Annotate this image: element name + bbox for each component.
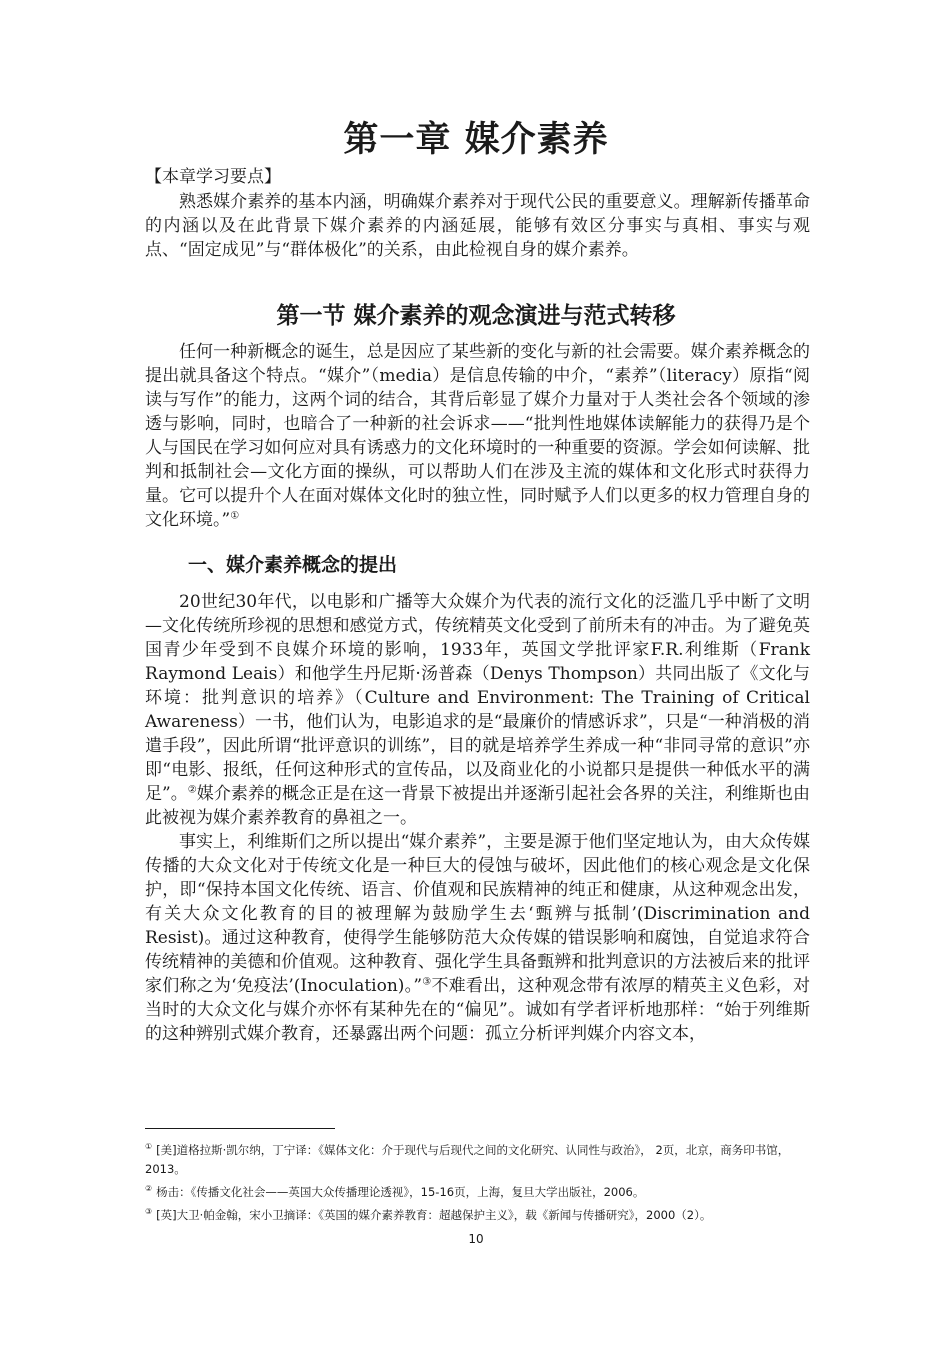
footnote-2 [145, 1179, 813, 1202]
footnotes [145, 1137, 813, 1224]
footnote-1 [145, 1137, 813, 1179]
footnote-3 [145, 1202, 813, 1225]
footnote-2-mark: ② [145, 1183, 153, 1193]
key-points-label: 【本章学习要点】 [145, 167, 281, 187]
footnote-1-text: [美]道格拉斯·凯尔纳，丁宁译：《媒体文化：介于现代与后现代之间的文化研究、认同性与政治》， 2页，北京，商务印书馆，2013。 [145, 1142, 790, 1176]
page-number: 10 [468, 1232, 484, 1246]
footnote-3-mark: ③ [145, 1206, 153, 1216]
footnote-3-text: [英]大卫·帕金翰，宋小卫摘译：《英国的媒介素养教育：超越保护主义》，载《新闻与传播研究》，2000（2）。 [156, 1207, 712, 1222]
key-points-block [145, 190, 810, 262]
footnote-2-text: 杨击：《传播文化社会——英国大众传播理论透视》，15-16页，上海，复旦大学出版社，2006。 [156, 1184, 645, 1199]
footnote-ref-3: ③ [422, 976, 432, 988]
paragraph-2-text-b: 不难看出，这种观念带有浓厚的精英主义色彩，对当时的大众文化与媒介亦怀有某种先在的“偏见”。诚如有学者评析地那样：“始于列维斯的这种辨别式媒介教育，还暴露出两个问题：孤立分析评判媒介内容文本， [145, 976, 811, 1044]
paragraph-2 [145, 830, 810, 1046]
section-intro-text: 任何一种新概念的诞生，总是因应了某些新的变化与新的社会需要。媒介素养概念的提出就具备这个特点。“媒介”（media）是信息传输的中介，“素养”（literacy）原指“阅读与写作”的能力，这两个词的结合，其背后彰显了媒介力量对于人类社会各个领域的渗透与影响，同时，也暗合了一种新的社会诉求——“批判性地媒体读解能力的获得乃是个人与国民在学习如何应对具有诱惑力的文化环境时的一种重要的资源。学会如何读解、批判和抵制社会—文化方面的操纵，可以帮助人们在涉及主流的媒体和文化形式时获得力量。它可以提升个人在面对媒体文化时的独立性，同时赋予人们以更多的权力管理自身的文化环境。” [145, 342, 810, 530]
main-text-block [145, 590, 810, 1046]
paragraph-1 [145, 590, 810, 830]
footnote-separator [145, 1128, 335, 1129]
section-intro-block [145, 340, 810, 532]
footnote-ref-1: ① [230, 510, 240, 522]
section-intro-paragraph [145, 340, 810, 532]
paragraph-1-text-a: 20世纪30年代，以电影和广播等大众媒介为代表的流行文化的泛滥几乎中断了文明—文化传统所珍视的思想和感觉方式，传统精英文化受到了前所未有的冲击。为了避免英国青少年受到不良媒介环境的影响，1933年，英国文学批评家F.R.利维斯（Frank Raymond Leais）和他学生丹尼斯·汤普森（Denys Thompson）共同出版了《文化与环境：批判意识的培养》（Culture and Environment: The Training of Critical Awareness）一书，他们认为，电影追求的是“最廉价的情感诉求”，只是“一种消极的消遣手段”，因此所谓“批评意识的训练”，目的就是培养学生养成一种“非同寻常的意识”亦即“电影、报纸，任何这种形式的宣传品，以及商业化的小说都只是提供一种低水平的满足”。 [145, 592, 810, 804]
subsection-title: 一、媒介素养概念的提出 [188, 554, 398, 576]
paragraph-1-text-b: 媒介素养的概念正是在这一背景下被提出并逐渐引起社会各界的关注，利维斯也由此被视为媒介素养教育的鼻祖之一。 [145, 784, 810, 828]
paragraph-2-text-a: 事实上，利维斯们之所以提出“媒介素养”，主要是源于他们坚定地认为，由大众传媒传播的大众文化对于传统文化是一种巨大的侵蚀与破坏，因此他们的核心观念是文化保护，即“保持本国文化传统、语言、价值观和民族精神的纯正和健康，从这种观念出发，有关大众文化教育的目的被理解为鼓励学生去‘甄辨与抵制’(Discrimination and Resist)。通过这种教育，使得学生能够防范大众传媒的错误影响和腐蚀，自觉追求符合传统精神的美德和价值观。这种教育、强化学生具备甄辨和批判意识的方法被后来的批评家们称之为‘免疫法’(Inoculation)。” [145, 832, 810, 996]
section-title: 第一节 媒介素养的观念演进与范式转移 [276, 303, 676, 329]
chapter-title: 第一章 媒介素养 [343, 120, 609, 160]
key-points-paragraph: 熟悉媒介素养的基本内涵，明确媒介素养对于现代公民的重要意义。理解新传播革命的内涵以及在此背景下媒介素养的内涵延展，能够有效区分事实与真相、事实与观点、“固定成见”与“群体极化”的关系，由此检视自身的媒介素养。 [145, 192, 810, 260]
footnote-ref-2: ② [187, 784, 197, 796]
footnote-1-mark: ① [145, 1142, 153, 1151]
